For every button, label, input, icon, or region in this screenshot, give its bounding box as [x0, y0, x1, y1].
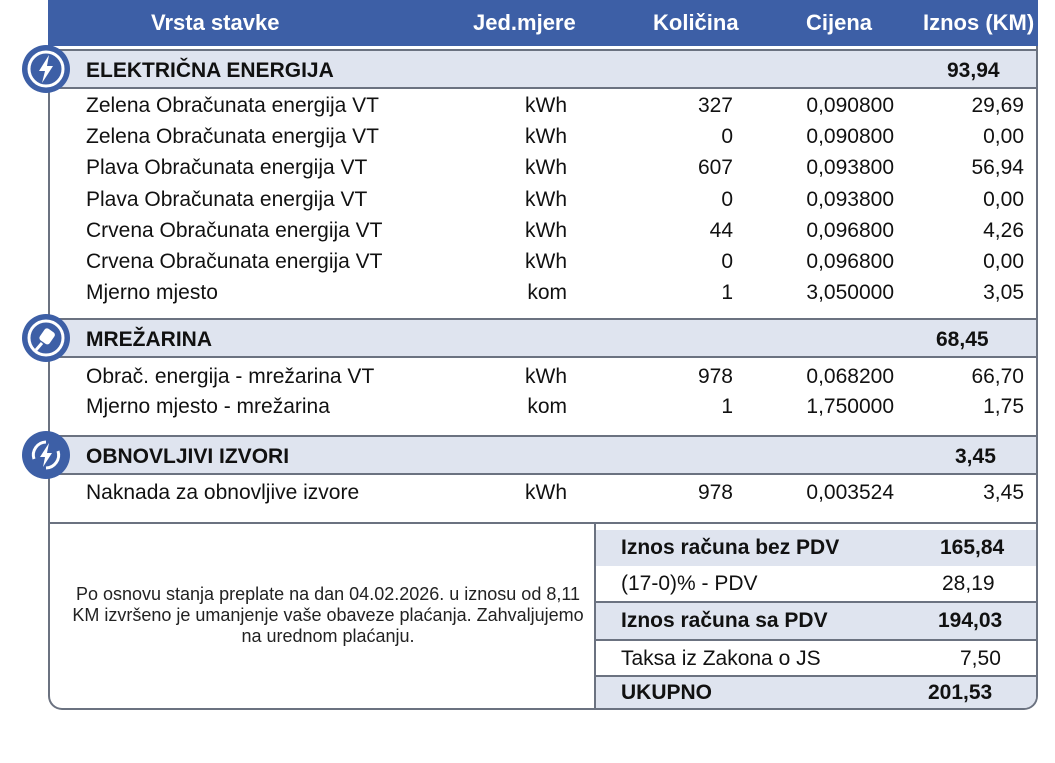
footer-divider	[50, 522, 1036, 524]
item-price: 0,068200	[806, 365, 894, 388]
summary-label: (17-0)% - PDV	[621, 572, 758, 595]
section-total: 93,94	[947, 59, 1000, 82]
plug-icon	[20, 312, 72, 364]
table-row	[0, 248, 1055, 279]
section-renewable	[50, 435, 1036, 475]
summary-label: UKUPNO	[621, 681, 713, 704]
section-title: OBNOVLJIVI IZVORI	[86, 445, 290, 468]
item-name: Obrač. energija - mrežarina VT	[86, 365, 375, 388]
item-quantity: 0	[721, 125, 733, 149]
header-quantity: Količina	[653, 10, 739, 35]
section-title: MREŽARINA	[86, 328, 212, 351]
table-row	[0, 393, 1055, 424]
item-unit: kWh	[525, 156, 567, 180]
summary-gross	[594, 603, 1036, 639]
summary-net	[594, 530, 1036, 566]
item-quantity: 978	[697, 481, 733, 504]
item-price: 0,090800	[806, 94, 894, 117]
header-price: Cijena	[806, 10, 873, 35]
table-row	[0, 363, 1055, 394]
item-price: 1,750000	[806, 395, 894, 418]
item-name: Naknada za obnovljive izvore	[86, 481, 360, 504]
summary-tax	[594, 641, 1036, 677]
item-price: 3,050000	[806, 281, 894, 305]
section-total: 3,45	[955, 445, 996, 468]
item-amount: 29,69	[971, 94, 1024, 117]
item-unit: kWh	[525, 481, 567, 504]
item-unit: kWh	[525, 365, 567, 388]
item-amount: 0,00	[983, 187, 1024, 211]
item-quantity: 0	[721, 250, 733, 273]
item-name: Plava Obračunata energija VT	[86, 187, 368, 211]
section-title: ELEKTRIČNA ENERGIJA	[86, 59, 334, 82]
item-quantity: 1	[721, 281, 733, 305]
item-amount: 66,70	[971, 365, 1024, 388]
item-quantity: 1	[721, 395, 733, 418]
item-quantity: 0	[721, 187, 733, 211]
item-price: 0,096800	[806, 218, 894, 242]
item-amount: 1,75	[983, 395, 1024, 418]
table-row	[0, 217, 1055, 248]
item-name: Zelena Obračunata energija VT	[86, 125, 380, 149]
item-quantity: 978	[697, 365, 733, 388]
item-name: Plava Obračunata energija VT	[86, 156, 368, 180]
renewable-bolt-icon	[20, 429, 72, 481]
item-amount: 4,26	[983, 218, 1024, 242]
summary-value: 28,19	[942, 572, 995, 595]
table-header	[48, 0, 1038, 46]
item-unit: kWh	[525, 250, 567, 273]
item-quantity: 44	[709, 218, 733, 242]
item-unit: kWh	[525, 94, 567, 117]
item-price: 0,093800	[806, 187, 894, 211]
summary-label: Taksa iz Zakona o JS	[621, 647, 821, 670]
item-name: Mjerno mjesto	[86, 281, 218, 305]
item-name: Zelena Obračunata energija VT	[86, 94, 380, 117]
item-unit: kom	[527, 281, 567, 305]
item-price: 0,090800	[806, 125, 894, 149]
summary-label: Iznos računa sa PDV	[621, 609, 828, 632]
item-quantity: 327	[697, 94, 733, 117]
section-total: 68,45	[936, 328, 989, 351]
item-name: Crvena Obračunata energija VT	[86, 218, 383, 242]
item-unit: kWh	[525, 187, 567, 211]
summary-value: 201,53	[928, 681, 993, 704]
item-quantity: 607	[697, 156, 733, 180]
payment-note: Po osnovu stanja preplate na dan 04.02.2026. u iznosu od 8,11 KM izvršeno je umanjenje vaše obaveze plaćanja. Zahvaljujemo na urednom plaćanju.	[72, 584, 584, 646]
table-row	[0, 92, 1055, 123]
item-amount: 3,45	[983, 481, 1024, 504]
table-row	[0, 154, 1055, 185]
table-row	[0, 279, 1055, 310]
item-price: 0,003524	[806, 481, 894, 504]
header-unit: Jed.mjere	[473, 10, 576, 35]
header-item: Vrsta stavke	[151, 10, 280, 35]
item-unit: kom	[527, 395, 567, 418]
summary-total	[594, 677, 1036, 708]
summary-value: 7,50	[960, 647, 1001, 670]
lightning-bolt-icon	[20, 43, 72, 95]
section-network	[50, 318, 1036, 358]
item-amount: 56,94	[971, 156, 1024, 180]
item-name: Crvena Obračunata energija VT	[86, 250, 383, 273]
summary-label: Iznos računa bez PDV	[621, 536, 840, 559]
item-unit: kWh	[525, 218, 567, 242]
item-amount: 0,00	[983, 250, 1024, 273]
summary-value: 194,03	[938, 609, 1003, 632]
item-name: Mjerno mjesto - mrežarina	[86, 395, 330, 418]
summary-value: 165,84	[940, 536, 1005, 559]
header-amount: Iznos (KM)	[923, 10, 1035, 35]
item-amount: 0,00	[983, 125, 1024, 149]
table-row	[0, 479, 1055, 510]
item-price: 0,096800	[806, 250, 894, 273]
item-unit: kWh	[525, 125, 567, 149]
section-electric-energy	[50, 49, 1036, 89]
item-amount: 3,05	[983, 281, 1024, 305]
summary-vat	[594, 566, 1036, 602]
table-row	[0, 186, 1055, 217]
item-price: 0,093800	[806, 156, 894, 180]
table-row	[0, 123, 1055, 154]
